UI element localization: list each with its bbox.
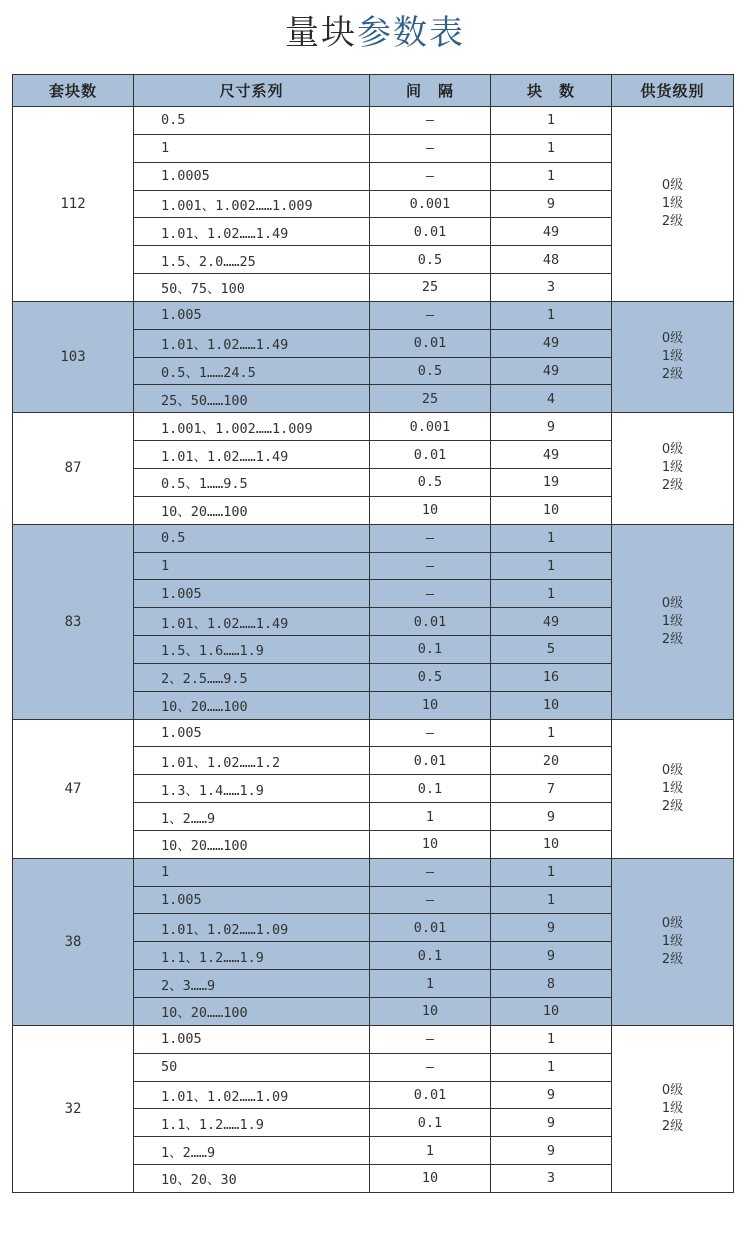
interval-cell: 0.01 xyxy=(370,1081,491,1109)
size-series-cell: 1.1、1.2……1.9 xyxy=(134,942,370,970)
grade-label: 1级 xyxy=(661,933,684,949)
grade-label: 0级 xyxy=(661,915,684,931)
size-series-cell: 1.5、2.0……25 xyxy=(134,246,370,274)
block-count-cell: 8 xyxy=(491,970,612,998)
interval-cell: — xyxy=(370,552,491,580)
grade-label: 0级 xyxy=(661,442,684,458)
block-count-cell: 1 xyxy=(491,552,612,580)
table-row xyxy=(13,107,734,135)
interval-cell: 0.1 xyxy=(370,636,491,664)
interval-cell: 0.5 xyxy=(370,357,491,385)
header-interval: 间 隔 xyxy=(370,75,491,107)
header-block-count: 块 数 xyxy=(491,75,612,107)
interval-cell: 0.1 xyxy=(370,1109,491,1137)
set-group-47 xyxy=(13,719,734,858)
block-count-cell: 49 xyxy=(491,329,612,357)
block-count-cell: 10 xyxy=(491,830,612,858)
size-series-cell: 0.5 xyxy=(134,107,370,135)
size-series-cell: 1.001、1.002……1.009 xyxy=(134,190,370,218)
block-count-cell: 3 xyxy=(491,1165,612,1193)
set-group-32 xyxy=(13,1025,734,1192)
size-series-cell: 1 xyxy=(134,552,370,580)
size-series-cell: 1.01、1.02……1.09 xyxy=(134,1081,370,1109)
grade-label: 0级 xyxy=(661,177,684,193)
size-series-cell: 1.5、1.6……1.9 xyxy=(134,636,370,664)
table-header xyxy=(13,75,734,107)
interval-cell: 25 xyxy=(370,385,491,413)
size-series-cell: 2、3……9 xyxy=(134,970,370,998)
size-series-cell: 1.01、1.02……1.49 xyxy=(134,441,370,469)
interval-cell: 0.001 xyxy=(370,413,491,441)
title-part1: 量块 xyxy=(285,13,357,53)
block-count-cell: 9 xyxy=(491,1109,612,1137)
grade-cell xyxy=(612,413,734,524)
table-row xyxy=(13,719,734,747)
interval-cell: 0.01 xyxy=(370,914,491,942)
block-count-cell: 48 xyxy=(491,246,612,274)
header-row xyxy=(13,75,734,107)
set-count-cell: 38 xyxy=(13,858,134,1025)
grade-cell xyxy=(612,719,734,858)
set-group-103 xyxy=(13,301,734,412)
set-count-cell: 87 xyxy=(13,413,134,524)
block-count-cell: 1 xyxy=(491,162,612,190)
interval-cell: 0.5 xyxy=(370,246,491,274)
block-count-cell: 1 xyxy=(491,858,612,886)
block-count-cell: 4 xyxy=(491,385,612,413)
set-group-87 xyxy=(13,413,734,524)
block-count-cell: 1 xyxy=(491,719,612,747)
grade-cell xyxy=(612,301,734,412)
interval-cell: 10 xyxy=(370,496,491,524)
block-count-cell: 1 xyxy=(491,1025,612,1053)
block-count-cell: 20 xyxy=(491,747,612,775)
set-count-cell: 83 xyxy=(13,524,134,719)
size-series-cell: 1.001、1.002……1.009 xyxy=(134,413,370,441)
block-count-cell: 49 xyxy=(491,608,612,636)
size-series-cell: 10、20……100 xyxy=(134,830,370,858)
interval-cell: — xyxy=(370,301,491,329)
size-series-cell: 1.01、1.02……1.2 xyxy=(134,747,370,775)
grade-label: 0级 xyxy=(661,331,684,347)
block-count-cell: 49 xyxy=(491,218,612,246)
set-count-cell: 47 xyxy=(13,719,134,858)
size-series-cell: 1.01、1.02……1.49 xyxy=(134,608,370,636)
size-series-cell: 10、20……100 xyxy=(134,691,370,719)
size-series-cell: 1.3、1.4……1.9 xyxy=(134,775,370,803)
interval-cell: 25 xyxy=(370,274,491,302)
size-series-cell: 50、75、100 xyxy=(134,274,370,302)
block-count-cell: 10 xyxy=(491,691,612,719)
size-series-cell: 1.01、1.02……1.49 xyxy=(134,218,370,246)
interval-cell: 0.01 xyxy=(370,329,491,357)
interval-cell: 1 xyxy=(370,1137,491,1165)
size-series-cell: 0.5、1……9.5 xyxy=(134,468,370,496)
size-series-cell: 1.005 xyxy=(134,580,370,608)
grade-label: 2级 xyxy=(661,631,684,647)
block-count-cell: 19 xyxy=(491,468,612,496)
interval-cell: 1 xyxy=(370,803,491,831)
interval-cell: — xyxy=(370,1053,491,1081)
grade-cell xyxy=(612,1025,734,1192)
header-grade: 供货级别 xyxy=(612,75,734,107)
size-series-cell: 0.5、1……24.5 xyxy=(134,357,370,385)
grade-label: 1级 xyxy=(661,460,684,476)
size-series-cell: 2、2.5……9.5 xyxy=(134,663,370,691)
gauge-block-spec-table xyxy=(12,74,734,1193)
set-group-112 xyxy=(13,107,734,302)
interval-cell: — xyxy=(370,524,491,552)
interval-cell: — xyxy=(370,107,491,135)
block-count-cell: 1 xyxy=(491,134,612,162)
size-series-cell: 1.01、1.02……1.49 xyxy=(134,329,370,357)
grade-label: 2级 xyxy=(661,798,684,814)
table-row xyxy=(13,413,734,441)
block-count-cell: 9 xyxy=(491,1137,612,1165)
interval-cell: — xyxy=(370,858,491,886)
interval-cell: — xyxy=(370,719,491,747)
size-series-cell: 1.005 xyxy=(134,886,370,914)
size-series-cell: 1.005 xyxy=(134,301,370,329)
grade-label: 2级 xyxy=(661,478,684,494)
block-count-cell: 1 xyxy=(491,580,612,608)
interval-cell: 0.1 xyxy=(370,775,491,803)
interval-cell: — xyxy=(370,134,491,162)
grade-label: 2级 xyxy=(661,213,684,229)
grade-label: 1级 xyxy=(661,195,684,211)
size-series-cell: 1.005 xyxy=(134,1025,370,1053)
interval-cell: 0.01 xyxy=(370,747,491,775)
interval-cell: 0.5 xyxy=(370,468,491,496)
block-count-cell: 9 xyxy=(491,1081,612,1109)
grade-cell xyxy=(612,858,734,1025)
size-series-cell: 1.005 xyxy=(134,719,370,747)
size-series-cell: 50 xyxy=(134,1053,370,1081)
interval-cell: 10 xyxy=(370,998,491,1026)
size-series-cell: 25、50……100 xyxy=(134,385,370,413)
size-series-cell: 0.5 xyxy=(134,524,370,552)
table-row xyxy=(13,524,734,552)
size-series-cell: 10、20、30 xyxy=(134,1165,370,1193)
size-series-cell: 1、2……9 xyxy=(134,803,370,831)
block-count-cell: 1 xyxy=(491,107,612,135)
interval-cell: 0.01 xyxy=(370,441,491,469)
size-series-cell: 1 xyxy=(134,134,370,162)
grade-label: 1级 xyxy=(661,1100,684,1116)
block-count-cell: 10 xyxy=(491,496,612,524)
interval-cell: — xyxy=(370,1025,491,1053)
set-group-38 xyxy=(13,858,734,1025)
block-count-cell: 9 xyxy=(491,413,612,441)
block-count-cell: 1 xyxy=(491,886,612,914)
block-count-cell: 1 xyxy=(491,524,612,552)
table-row xyxy=(13,858,734,886)
table-row xyxy=(13,301,734,329)
page-title xyxy=(0,8,750,58)
interval-cell: 10 xyxy=(370,1165,491,1193)
size-series-cell: 1 xyxy=(134,858,370,886)
block-count-cell: 49 xyxy=(491,357,612,385)
grade-label: 0级 xyxy=(661,1082,684,1098)
header-size-series: 尺寸系列 xyxy=(134,75,370,107)
set-count-cell: 32 xyxy=(13,1025,134,1192)
grade-label: 0级 xyxy=(661,595,684,611)
interval-cell: — xyxy=(370,162,491,190)
size-series-cell: 1、2……9 xyxy=(134,1137,370,1165)
block-count-cell: 1 xyxy=(491,1053,612,1081)
interval-cell: 0.5 xyxy=(370,663,491,691)
block-count-cell: 3 xyxy=(491,274,612,302)
set-count-cell: 112 xyxy=(13,107,134,302)
interval-cell: 10 xyxy=(370,691,491,719)
size-series-cell: 10、20……100 xyxy=(134,496,370,524)
grade-label: 2级 xyxy=(661,951,684,967)
block-count-cell: 9 xyxy=(491,803,612,831)
block-count-cell: 7 xyxy=(491,775,612,803)
grade-label: 1级 xyxy=(661,613,684,629)
interval-cell: — xyxy=(370,886,491,914)
grade-label: 2级 xyxy=(661,367,684,383)
block-count-cell: 5 xyxy=(491,636,612,664)
block-count-cell: 10 xyxy=(491,998,612,1026)
set-count-cell: 103 xyxy=(13,301,134,412)
size-series-cell: 10、20……100 xyxy=(134,998,370,1026)
grade-cell xyxy=(612,107,734,302)
interval-cell: 0.01 xyxy=(370,608,491,636)
grade-cell xyxy=(612,524,734,719)
block-count-cell: 1 xyxy=(491,301,612,329)
interval-cell: — xyxy=(370,580,491,608)
size-series-cell: 1.0005 xyxy=(134,162,370,190)
set-group-83 xyxy=(13,524,734,719)
table-row xyxy=(13,1025,734,1053)
grade-label: 0级 xyxy=(661,762,684,778)
block-count-cell: 9 xyxy=(491,942,612,970)
block-count-cell: 9 xyxy=(491,914,612,942)
interval-cell: 0.001 xyxy=(370,190,491,218)
grade-label: 2级 xyxy=(661,1118,684,1134)
interval-cell: 10 xyxy=(370,830,491,858)
block-count-cell: 16 xyxy=(491,663,612,691)
block-count-cell: 49 xyxy=(491,441,612,469)
grade-label: 1级 xyxy=(661,349,684,365)
interval-cell: 1 xyxy=(370,970,491,998)
grade-label: 1级 xyxy=(661,780,684,796)
size-series-cell: 1.1、1.2……1.9 xyxy=(134,1109,370,1137)
title-part2: 参数表 xyxy=(357,13,465,53)
interval-cell: 0.01 xyxy=(370,218,491,246)
interval-cell: 0.1 xyxy=(370,942,491,970)
size-series-cell: 1.01、1.02……1.09 xyxy=(134,914,370,942)
block-count-cell: 9 xyxy=(491,190,612,218)
header-set-count: 套块数 xyxy=(13,75,134,107)
